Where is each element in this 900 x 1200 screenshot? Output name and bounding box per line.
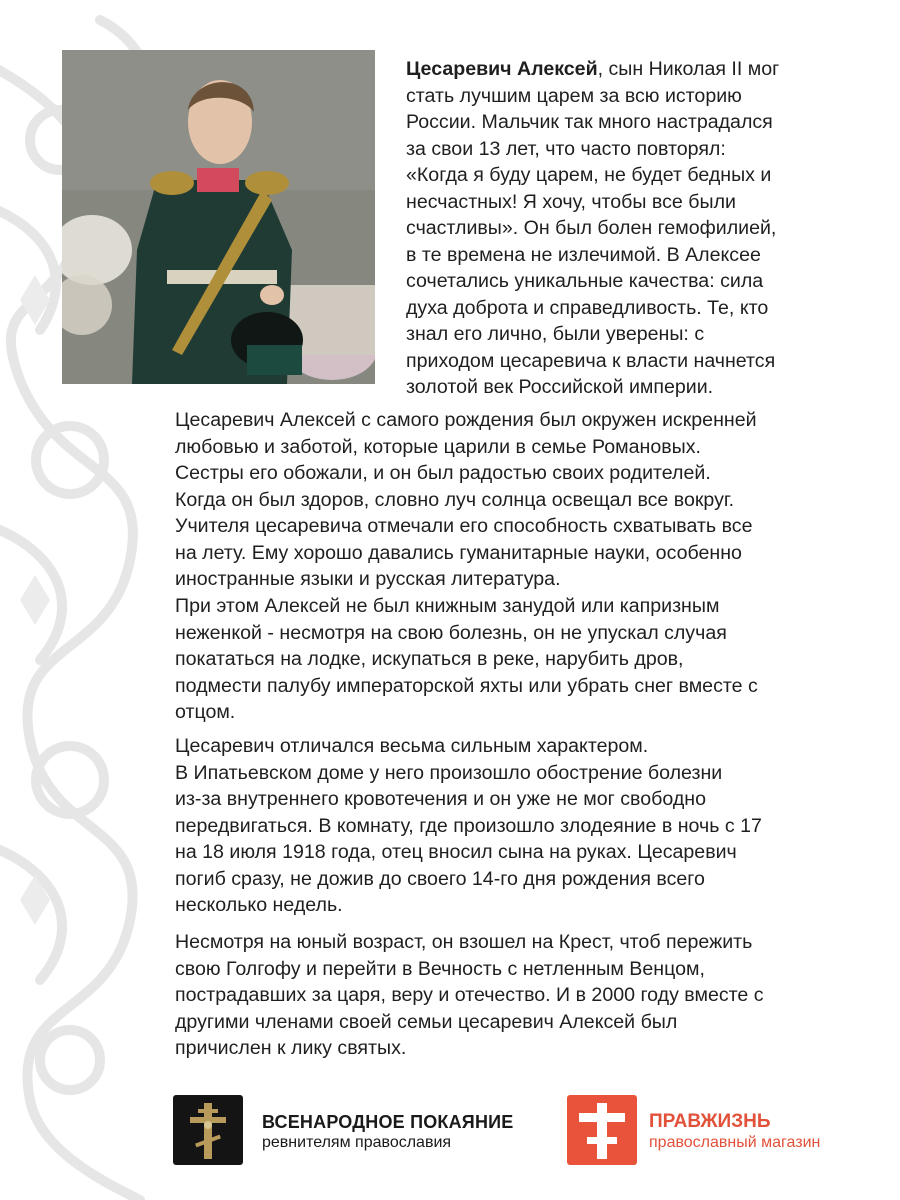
- logo2-subtitle: православный магазин: [649, 1134, 821, 1151]
- intro-line: счастливы». Он был болен гемофилией,: [406, 217, 777, 239]
- portrait-photo: [62, 50, 375, 384]
- text-line: В Ипатьевском доме у него произошло обострение болезни: [175, 761, 723, 784]
- intro-paragraph: [406, 56, 886, 401]
- intro-line: в те времена не излечимой. В Алексее: [406, 243, 761, 266]
- paragraph-activities: [175, 593, 875, 726]
- intro-line: приходом цесаревича к власти начнется: [406, 349, 776, 372]
- logo1-title[interactable]: ВСЕНАРОДНОЕ ПОКАЯНИЕ: [262, 1112, 514, 1132]
- text-line: Цесаревич отличался весьма сильным характером.: [175, 735, 649, 757]
- text-line: на лету. Ему хорошо давались гуманитарные науки, особенно: [175, 541, 742, 564]
- intro-line: духа доброта и справедливость. Те, кто: [406, 296, 769, 319]
- text-line: другими членами своей семьи цесаревич Алексей был: [175, 1010, 678, 1033]
- intro-line: несчастных! Я хочу, чтобы все были: [406, 190, 736, 213]
- paragraph-canonization: [175, 929, 875, 1062]
- text-line: причислен к лику святых.: [175, 1037, 407, 1059]
- logo1-subtitle: ревнителям православия: [262, 1134, 452, 1151]
- text-line: Сестры его обожали, и он был радостью своих родителей.: [175, 462, 711, 484]
- intro-line: сочетались уникальные качества: сила: [406, 270, 764, 292]
- orthodox-cross-icon[interactable]: [173, 1095, 243, 1165]
- logo2-title[interactable]: ПРАВЖИЗНЬ: [649, 1111, 771, 1132]
- text-line: пострадавших за царя, веру и отечество. И в 2000 году вместе с: [175, 984, 764, 1006]
- text-line: подмести палубу императорской яхты или убрать снег вместе с: [175, 674, 758, 697]
- intro-line: за свои 13 лет, что часто повторял:: [406, 137, 726, 160]
- paragraph-character: [175, 733, 875, 919]
- paragraph-childhood: [175, 407, 875, 593]
- cross-icon[interactable]: [567, 1095, 637, 1165]
- text-line: Когда он был здоров, словно луч солнца освещал все вокруг.: [175, 488, 735, 511]
- intro-line: золотой век Российской империи.: [406, 376, 714, 398]
- intro-line: России. Мальчик так много настрадался: [406, 111, 773, 133]
- intro-bold-name: Цесаревич Алексей: [406, 58, 598, 80]
- text-line: на 18 июля 1918 года, отец вносил сына на руках. Цесаревич: [175, 841, 737, 863]
- text-line: Учителя цесаревича отмечали его способность схватывать все: [175, 515, 753, 537]
- text-line: Несмотря на юный возраст, он взошел на Крест, чтоб пережить: [175, 931, 753, 953]
- intro-line: , сын Николая II мог: [597, 58, 780, 80]
- text-line: свою Голгофу и перейти в Вечность с нетленным Венцом,: [175, 957, 705, 980]
- text-line: несколько недель.: [175, 894, 343, 916]
- text-line: Цесаревич Алексей с самого рождения был окружен искренней: [175, 409, 757, 431]
- intro-line: «Когда я буду царем, не будет бедных и: [406, 164, 772, 186]
- text-line: отцом.: [175, 701, 236, 723]
- text-line: иностранные языки и русская литература.: [175, 568, 561, 590]
- intro-line: стать лучшим царем за всю историю: [406, 84, 742, 107]
- text-line: передвигаться. В комнату, где произошло злодеяние в ночь с 17: [175, 814, 762, 837]
- text-line: из-за внутреннего кровотечения и он уже не мог свободно: [175, 788, 706, 810]
- text-line: любовью и заботой, которые царили в семье Романовых.: [175, 435, 701, 458]
- intro-line: знал его лично, были уверены: с: [406, 323, 705, 345]
- text-line: покататься на лодке, искупаться в реке, нарубить дров,: [175, 648, 684, 670]
- text-line: При этом Алексей не был книжным занудой или капризным: [175, 595, 720, 617]
- text-line: неженкой - несмотря на свою болезнь, он не упускал случая: [175, 621, 727, 644]
- text-line: погиб сразу, не дожив до своего 14-го дня рождения всего: [175, 867, 705, 890]
